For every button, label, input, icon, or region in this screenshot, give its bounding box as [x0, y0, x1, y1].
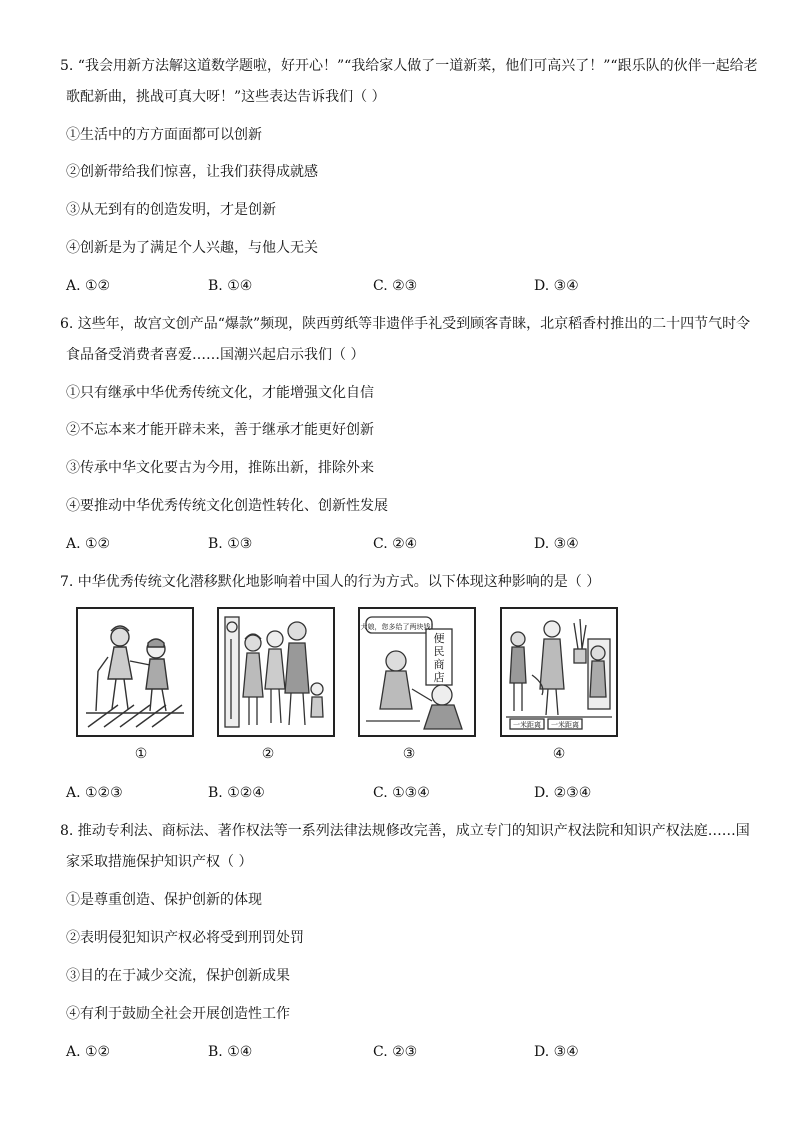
- statement: ②创新带给我们惊喜，让我们获得成就感: [66, 164, 318, 180]
- shop-sign-char: 民: [433, 645, 445, 658]
- option-a[interactable]: A. ①②: [66, 278, 111, 294]
- picture-label: ③: [402, 746, 416, 762]
- option-b[interactable]: B. ①④: [208, 278, 253, 294]
- statement: ③目的在于减少交流，保护创新成果: [66, 968, 290, 984]
- option-c[interactable]: C. ②③: [373, 278, 418, 294]
- question-stem: 8. 推动专利法、商标法、著作权法等一系列法律法规修改完善，成立专门的知识产权法院和知识产权法庭……国: [60, 823, 750, 839]
- statement: ②表明侵犯知识产权必将受到刑罚处罚: [66, 930, 304, 946]
- statement: ④要推动中华优秀传统文化创造性转化、创新性发展: [66, 498, 388, 514]
- picture-label: ②: [261, 746, 275, 762]
- option-c[interactable]: C. ①③④: [373, 785, 430, 801]
- option-a[interactable]: A. ①②: [66, 536, 111, 552]
- question-stem: 7. 中华优秀传统文化潜移默化地影响着中国人的行为方式。以下体现这种影响的是（ ）: [60, 574, 601, 590]
- statement: ①只有继承中华优秀传统文化，才能增强文化自信: [66, 385, 374, 401]
- options-row: [66, 784, 666, 802]
- options-row: [66, 1043, 666, 1061]
- cartoon-family-group: [217, 607, 335, 737]
- statement: ①生活中的方方面面都可以创新: [66, 127, 262, 143]
- floor-line-text: 一米距离: [513, 721, 541, 729]
- option-d[interactable]: D. ③④: [534, 1044, 579, 1060]
- shop-sign-char: 便: [433, 632, 445, 645]
- speech-bubble-text: 大娘，您多给了两块钱！: [360, 623, 438, 631]
- picture-label: ①: [134, 746, 148, 762]
- question-stem: 5. “我会用新方法解这道数学题啦，好开心！”“我给家人做了一道新菜，他们可高兴了！”“跟乐队的伙伴一起给老: [60, 58, 758, 74]
- option-a[interactable]: A. ①②③: [66, 785, 123, 801]
- option-b[interactable]: B. ①③: [208, 536, 253, 552]
- floor-line-text: 一米距离: [551, 721, 579, 729]
- option-b[interactable]: B. ①②④: [208, 785, 265, 801]
- options-row: [66, 535, 666, 553]
- statement: ③从无到有的创造发明，才是创新: [66, 202, 276, 218]
- cartoon-help-elderly: [76, 607, 194, 737]
- cartoon-honest-shop: [358, 607, 476, 737]
- question-stem-cont: 食品备受消费者喜爱……国潮兴起启示我们（ ）: [66, 347, 365, 363]
- option-b[interactable]: B. ①④: [208, 1044, 253, 1060]
- cartoon-orderly-queue: [500, 607, 618, 737]
- question-stem-cont: 家采取措施保护知识产权（ ）: [66, 854, 253, 870]
- statement: ③传承中华文化要古为今用，推陈出新，排除外来: [66, 460, 374, 476]
- statement: ④有利于鼓励全社会开展创造性工作: [66, 1006, 290, 1022]
- question-stem: 6. 这些年，故宫文创产品“爆款”频现，陕西剪纸等非遗伴手礼受到顾客青睐，北京稻香村推出的二十四节气时令: [60, 316, 751, 332]
- shop-sign-char: 店: [433, 671, 445, 684]
- option-d[interactable]: D. ③④: [534, 536, 579, 552]
- option-a[interactable]: A. ①②: [66, 1044, 111, 1060]
- option-d[interactable]: D. ③④: [534, 278, 579, 294]
- statement: ②不忘本来才能开辟未来，善于继承才能更好创新: [66, 422, 374, 438]
- option-c[interactable]: C. ②④: [373, 536, 418, 552]
- picture-label: ④: [552, 746, 566, 762]
- statement: ④创新是为了满足个人兴趣，与他人无关: [66, 240, 318, 256]
- question-stem-cont: 歌配新曲，挑战可真大呀！”这些表达告诉我们（ ）: [66, 89, 386, 105]
- statement: ①是尊重创造、保护创新的体现: [66, 892, 262, 908]
- option-d[interactable]: D. ②③④: [534, 785, 592, 801]
- options-row: [66, 277, 666, 295]
- option-c[interactable]: C. ②③: [373, 1044, 418, 1060]
- shop-sign-char: 商: [433, 658, 445, 671]
